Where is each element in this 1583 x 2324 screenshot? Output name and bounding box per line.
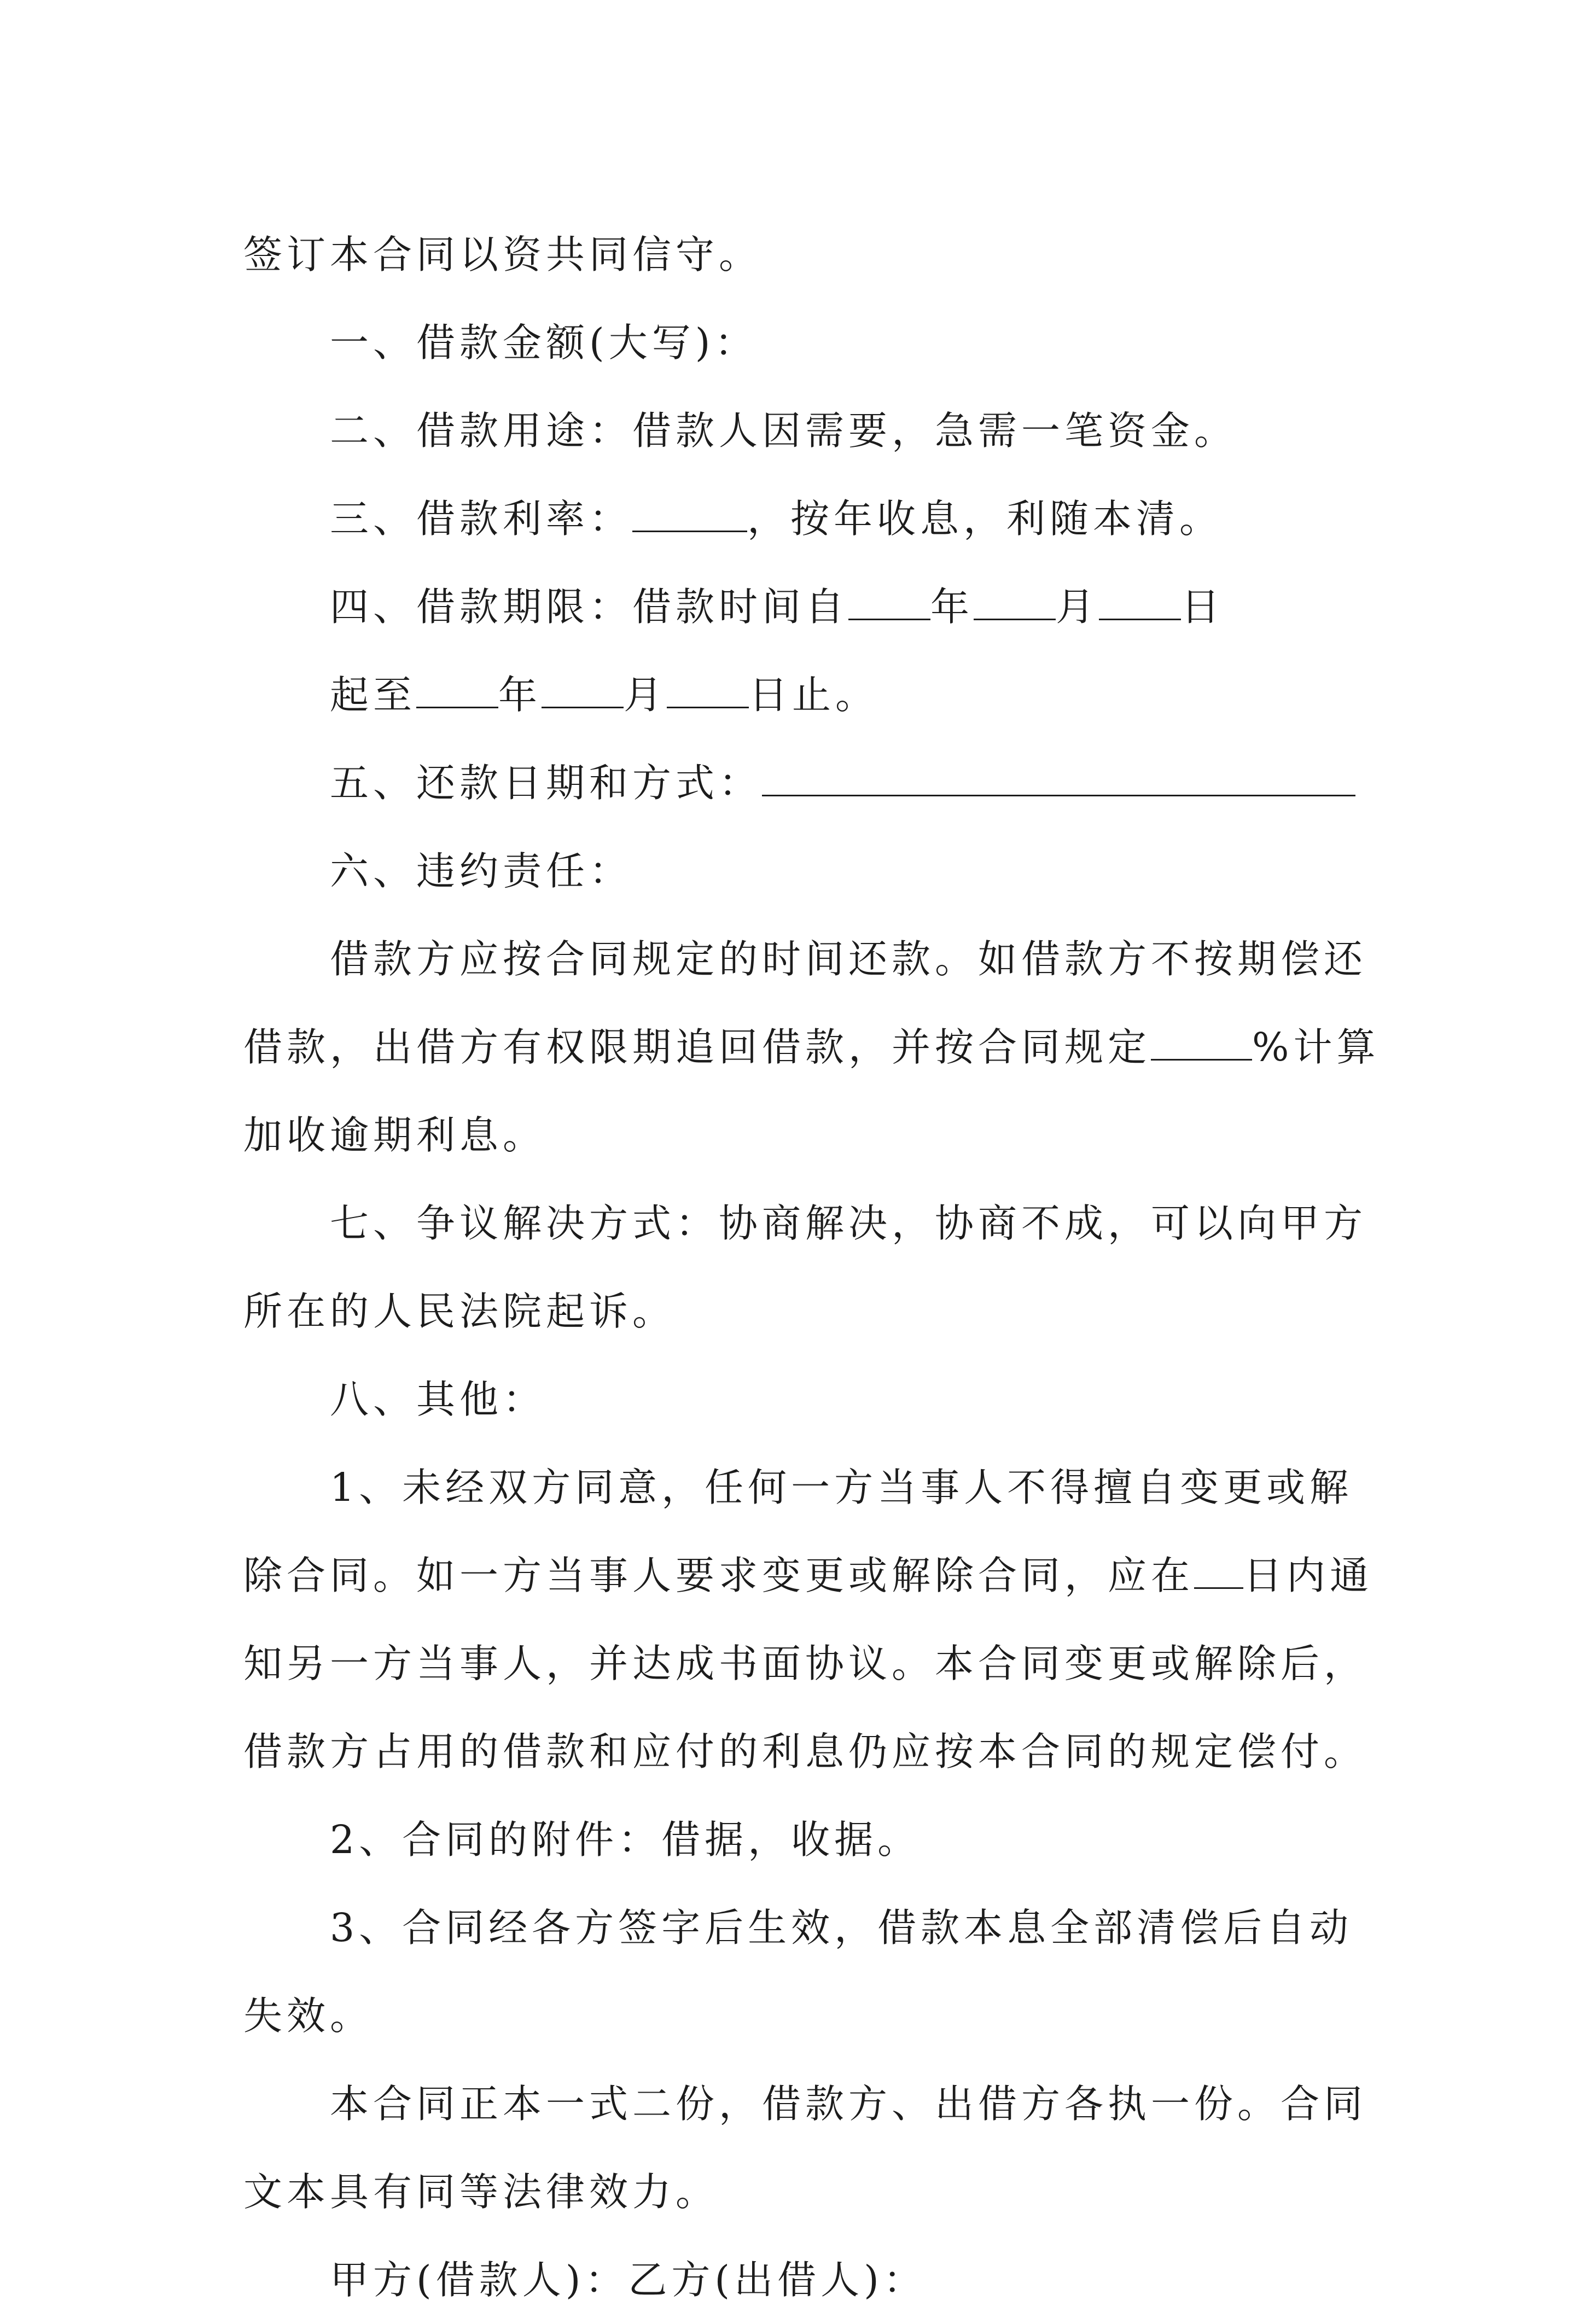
paragraph-line: 签订本合同以资共同信守。 [243,232,763,277]
clause-loan-term-end: 起至 年 月 日止。 [330,672,879,718]
clause-other-heading: 八、其他： [330,1377,546,1422]
paragraph-line: 知另一方当事人，并达成书面协议。本合同变更或解除后， [243,1641,1367,1686]
fill-blank [1099,586,1181,620]
clause-loan-amount: 一、借款金额(大写)： [330,320,758,365]
fill-blank [542,674,624,708]
fill-blank [974,586,1056,620]
clause-liability-heading: 六、违约责任： [330,848,633,894]
signature-line: 甲方(借款人)：乙方(出借人)： [330,2257,927,2303]
paragraph-line: 文本具有同等法律效力。 [243,2169,719,2215]
contract-body [243,211,1380,2324]
fill-blank [1151,1026,1252,1061]
paragraph-line: 借款，出借方有权限期追回借款，并按合同规定 %计算 [243,1024,1380,1070]
sub-clause-3: 3、合同经各方签字后生效，借款本息全部清偿后自动 [330,1905,1353,1950]
paragraph-line: 所在的人民法院起诉。 [243,1289,676,1334]
paragraph-line: 加收逾期利息。 [243,1113,546,1158]
sub-clause-1: 1、未经双方同意，任何一方当事人不得擅自变更或解 [330,1465,1353,1510]
clause-loan-purpose: 二、借款用途：借款人因需要，急需一笔资金。 [330,408,1238,453]
paragraph-line: 除合同。如一方当事人要求变更或解除合同，应在 日内通 [243,1553,1374,1598]
paragraph-line: 借款方占用的借款和应付的利息仍应按本合同的规定偿付。 [243,1729,1367,1774]
paragraph-line: 借款方应按合同规定的时间还款。如借款方不按期偿还 [330,936,1367,982]
fill-blank [416,674,498,708]
clause-repayment: 五、还款日期和方式： [243,739,1365,827]
fill-blank [632,498,747,532]
clause-loan-term: 四、借款期限：借款时间自 年 月 日 [330,584,1225,630]
fill-blank [762,762,1355,796]
sub-clause-2: 2、合同的附件：借据，收据。 [330,1817,921,1862]
clause-dispute: 七、争议解决方式：协商解决，协商不成，可以向甲方 [330,1201,1367,1246]
fill-blank [1194,1554,1243,1589]
copies-clause: 本合同正本一式二份，借款方、出借方各执一份。合同 [330,2081,1367,2127]
clause-interest-rate: 三、借款利率： ，按年收息，利随本清。 [330,496,1223,541]
fill-blank [667,674,749,708]
paragraph-line: 失效。 [243,1993,374,2038]
fill-blank [848,586,930,620]
